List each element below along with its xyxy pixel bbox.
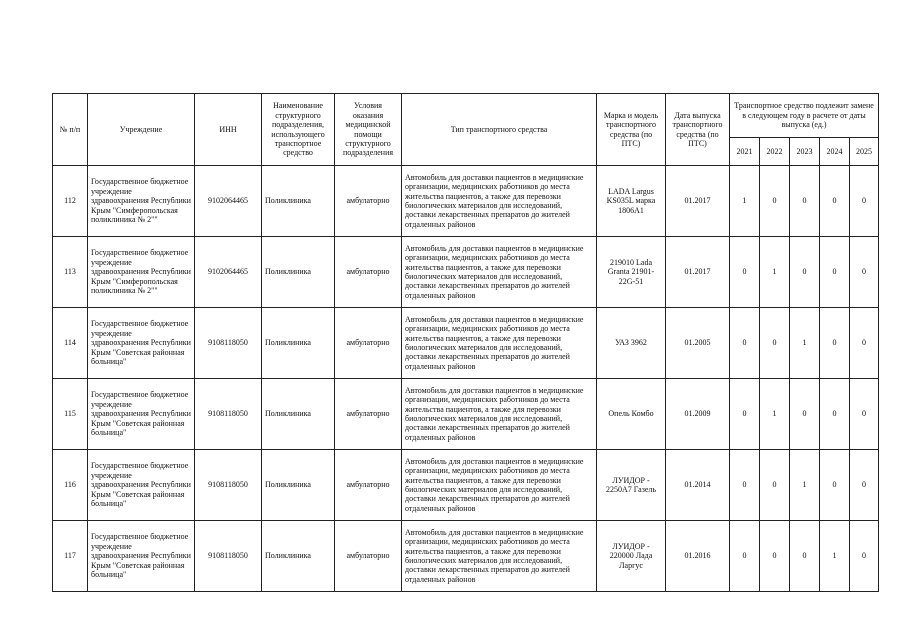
inn-cell: 9108118050 xyxy=(195,450,262,521)
header-vehicle-type: Тип транспортного средства xyxy=(402,94,597,166)
row-number: 112 xyxy=(53,166,88,237)
header-year: 2025 xyxy=(850,138,879,166)
conditions-cell: амбулаторно xyxy=(335,237,402,308)
row-number: 113 xyxy=(53,237,88,308)
year-count-cell: 1 xyxy=(820,521,850,592)
year-count-cell: 0 xyxy=(850,166,879,237)
year-count-cell: 0 xyxy=(730,450,760,521)
institution-cell: Государственное бюджетное учреждение здравоохранения Республики Крым "Советская районная больница" xyxy=(88,308,195,379)
institution-cell: Государственное бюджетное учреждение здравоохранения Республики Крым "Советская районная больница" xyxy=(88,521,195,592)
header-inn: ИНН xyxy=(195,94,262,166)
table-row xyxy=(53,166,879,237)
conditions-cell: амбулаторно xyxy=(335,379,402,450)
year-count-cell: 0 xyxy=(850,308,879,379)
vehicle-type-cell: Автомобиль для доставки пациентов в медицинские организации, медицинских работников до места жительства пациентов, а также для перевозки биологических материалов для исследований, доставки лекарственных препаратов до жителей отдаленных районов xyxy=(402,166,597,237)
header-year: 2023 xyxy=(790,138,820,166)
year-count-cell: 0 xyxy=(850,521,879,592)
release-date-cell: 01.2017 xyxy=(666,237,730,308)
brand-cell: 219010 Lada Granta 21901-22G-51 xyxy=(597,237,666,308)
vehicle-replacement-table xyxy=(52,93,879,592)
row-number: 116 xyxy=(53,450,88,521)
header-year: 2021 xyxy=(730,138,760,166)
header-institution: Учреждение xyxy=(88,94,195,166)
subdivision-cell: Поликлиника xyxy=(262,237,335,308)
year-count-cell: 1 xyxy=(790,450,820,521)
inn-cell: 9102064465 xyxy=(195,237,262,308)
inn-cell: 9108118050 xyxy=(195,308,262,379)
release-date-cell: 01.2017 xyxy=(666,166,730,237)
subdivision-cell: Поликлиника xyxy=(262,379,335,450)
year-count-cell: 0 xyxy=(850,237,879,308)
year-count-cell: 0 xyxy=(760,308,790,379)
year-count-cell: 0 xyxy=(820,308,850,379)
row-number: 114 xyxy=(53,308,88,379)
brand-cell: ЛУИДОР - 220000 Лада Ларгус xyxy=(597,521,666,592)
year-count-cell: 0 xyxy=(820,166,850,237)
year-count-cell: 0 xyxy=(760,521,790,592)
year-count-cell: 1 xyxy=(790,308,820,379)
year-count-cell: 0 xyxy=(730,379,760,450)
vehicle-type-cell: Автомобиль для доставки пациентов в медицинские организации, медицинских работников до места жительства пациентов, а также для перевозки биологических материалов для исследований, доставки лекарственных препаратов до жителей отдаленных районов xyxy=(402,521,597,592)
vehicle-type-cell: Автомобиль для доставки пациентов в медицинские организации, медицинских работников до места жительства пациентов, а также для перевозки биологических материалов для исследований, доставки лекарственных препаратов до жителей отдаленных районов xyxy=(402,308,597,379)
table-row xyxy=(53,379,879,450)
year-count-cell: 0 xyxy=(790,521,820,592)
year-count-cell: 0 xyxy=(790,379,820,450)
header-num: № п/п xyxy=(53,94,88,166)
row-number: 115 xyxy=(53,379,88,450)
year-count-cell: 0 xyxy=(730,237,760,308)
table-row xyxy=(53,521,879,592)
year-count-cell: 0 xyxy=(850,450,879,521)
conditions-cell: амбулаторно xyxy=(335,521,402,592)
year-count-cell: 0 xyxy=(790,237,820,308)
subdivision-cell: Поликлиника xyxy=(262,308,335,379)
institution-cell: Государственное бюджетное учреждение здравоохранения Республики Крым "Советская районная больница" xyxy=(88,450,195,521)
inn-cell: 9108118050 xyxy=(195,379,262,450)
conditions-cell: амбулаторно xyxy=(335,450,402,521)
row-number: 117 xyxy=(53,521,88,592)
subdivision-cell: Поликлиника xyxy=(262,166,335,237)
year-count-cell: 0 xyxy=(760,166,790,237)
year-count-cell: 0 xyxy=(760,450,790,521)
conditions-cell: амбулаторно xyxy=(335,308,402,379)
header-brand: Марка и модель транспортного средства (по ПТС) xyxy=(597,94,666,166)
header-replacement: Транспортное средство подлежит замене в следующем году в расчете от даты выпуска (ед.) xyxy=(730,94,879,138)
vehicle-type-cell: Автомобиль для доставки пациентов в медицинские организации, медицинских работников до места жительства пациентов, а также для перевозки биологических материалов для исследований, доставки лекарственных препаратов до жителей отдаленных районов xyxy=(402,237,597,308)
subdivision-cell: Поликлиника xyxy=(262,521,335,592)
release-date-cell: 01.2016 xyxy=(666,521,730,592)
release-date-cell: 01.2014 xyxy=(666,450,730,521)
year-count-cell: 0 xyxy=(730,308,760,379)
subdivision-cell: Поликлиника xyxy=(262,450,335,521)
brand-cell: УАЗ 3962 xyxy=(597,308,666,379)
table-row xyxy=(53,237,879,308)
header-subdivision: Наименование структурного подразделения, использующего транспортное средство xyxy=(262,94,335,166)
header-release-date: Дата выпуска транспортного средства (по ПТС) xyxy=(666,94,730,166)
header-conditions: Условия оказания медицинской помощи структурного подразделения xyxy=(335,94,402,166)
year-count-cell: 1 xyxy=(760,237,790,308)
header-year: 2022 xyxy=(760,138,790,166)
year-count-cell: 0 xyxy=(730,521,760,592)
year-count-cell: 1 xyxy=(760,379,790,450)
table-row xyxy=(53,450,879,521)
institution-cell: Государственное бюджетное учреждение здравоохранения Республики Крым "Советская районная больница" xyxy=(88,379,195,450)
year-count-cell: 0 xyxy=(820,237,850,308)
year-count-cell: 0 xyxy=(790,166,820,237)
inn-cell: 9108118050 xyxy=(195,521,262,592)
brand-cell: ЛУИДОР - 2250A7 Газель xyxy=(597,450,666,521)
brand-cell: Опель Комбо xyxy=(597,379,666,450)
brand-cell: LADA Largus KS035L марка 1806A1 xyxy=(597,166,666,237)
year-count-cell: 0 xyxy=(820,379,850,450)
year-count-cell: 1 xyxy=(730,166,760,237)
institution-cell: Государственное бюджетное учреждение здравоохранения Республики Крым "Симферопольская поликлиника № 2"" xyxy=(88,237,195,308)
header-year: 2024 xyxy=(820,138,850,166)
vehicle-type-cell: Автомобиль для доставки пациентов в медицинские организации, медицинских работников до места жительства пациентов, а также для перевозки биологических материалов для исследований, доставки лекарственных препаратов до жителей отдаленных районов xyxy=(402,379,597,450)
inn-cell: 9102064465 xyxy=(195,166,262,237)
year-count-cell: 0 xyxy=(820,450,850,521)
institution-cell: Государственное бюджетное учреждение здравоохранения Республики Крым "Симферопольская поликлиника № 2"" xyxy=(88,166,195,237)
release-date-cell: 01.2009 xyxy=(666,379,730,450)
release-date-cell: 01.2005 xyxy=(666,308,730,379)
year-count-cell: 0 xyxy=(850,379,879,450)
conditions-cell: амбулаторно xyxy=(335,166,402,237)
table-row xyxy=(53,308,879,379)
vehicle-type-cell: Автомобиль для доставки пациентов в медицинские организации, медицинских работников до места жительства пациентов, а также для перевозки биологических материалов для исследований, доставки лекарственных препаратов до жителей отдаленных районов xyxy=(402,450,597,521)
